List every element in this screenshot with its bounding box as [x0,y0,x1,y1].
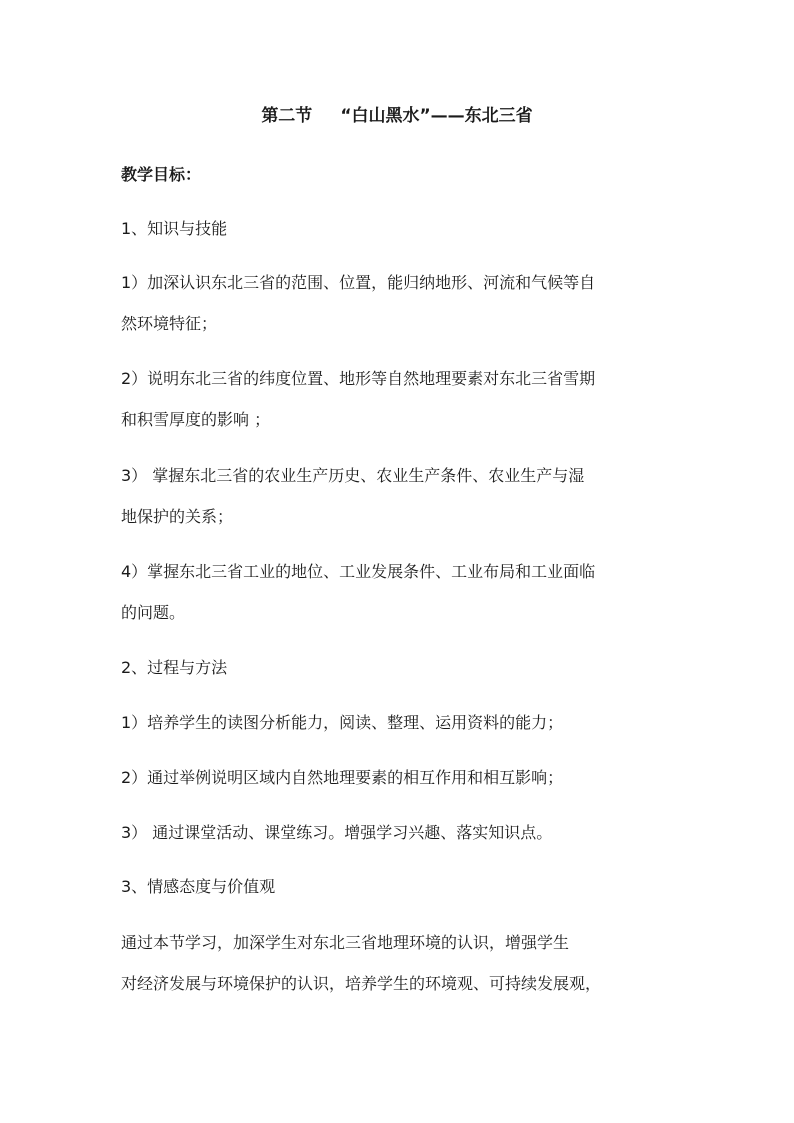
paragraph-3-line-2: 对经济发展与环境保护的认识，培养学生的环境观、可持续发展观， [121,974,602,993]
title-text: “白山黑水”——东北三省 [340,106,533,126]
item-1-4-line-2: 的问题。 [121,603,186,622]
item-1-1-line-1: 1）加深认识东北三省的范围、位置，能归纳地形、河流和气候等自 [121,273,596,292]
item-1-3-line-2: 地保护的关系； [121,507,234,526]
item-1-3-line-1: 3） 掌握东北三省的农业生产历史、农业生产条件、农业生产与湿 [121,466,585,485]
item-1-2-line-2: 和积雪厚度的影响 ； [121,410,271,429]
objectives-heading: 教学目标： [121,165,202,184]
item-1-4-line-1: 4）掌握东北三省工业的地位、工业发展条件、工业布局和工业面临 [121,562,596,581]
section-2-heading: 2、过程与方法 [121,658,228,677]
item-2-2: 2）通过举例说明区域内自然地理要素的相互作用和相互影响； [121,768,564,787]
item-2-3: 3） 通过课堂活动、课堂练习。增强学习兴趣、落实知识点。 [121,823,553,842]
item-1-1-line-2: 然环境特征； [121,314,218,333]
title-section-number: 第二节 [261,106,313,126]
page-title [0,104,794,128]
item-1-2-line-1: 2）说明东北三省的纬度位置、地形等自然地理要素对东北三省雪期 [121,369,596,388]
section-1-heading: 1、知识与技能 [121,219,228,238]
paragraph-3-line-1: 通过本节学习，加深学生对东北三省地理环境的认识，增强学生 [121,933,570,952]
section-3-heading: 3、情感态度与价值观 [121,877,276,896]
item-2-1: 1）培养学生的读图分析能力，阅读、整理、运用资料的能力； [121,713,564,732]
